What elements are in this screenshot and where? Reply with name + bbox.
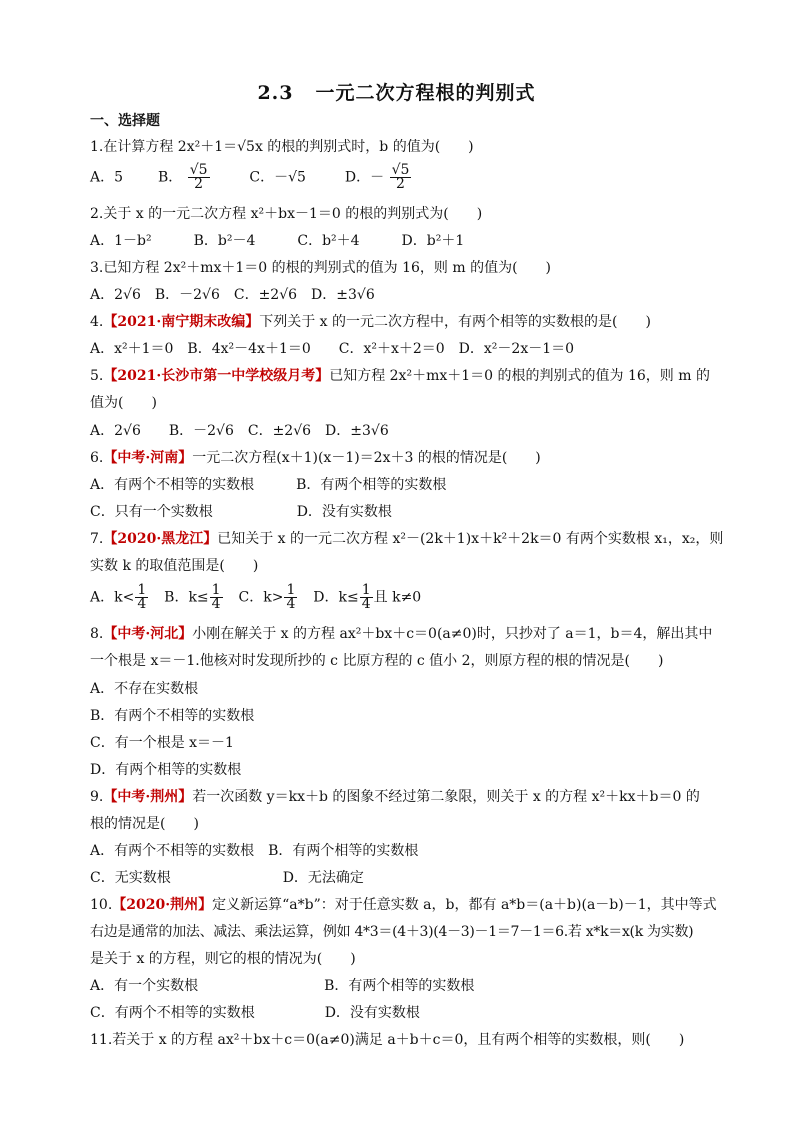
fraction-numerator: √5: [189, 162, 208, 178]
q5-stem-continued: 值为( ): [90, 395, 157, 411]
q5-number: 5.: [90, 368, 104, 384]
q1-stem: 1.在计算方程 2x²＋1＝√5x 的根的判别式时，b 的值为( ): [90, 139, 474, 155]
q8-stem: [90, 624, 712, 644]
q2-options: A．1－b² B．b²－4 C．b²＋4 D．b²＋1: [90, 233, 465, 249]
q7-text: 已知关于 x 的一元二次方程 x²－(2k＋1)x＋k²＋2k＝0 有两个实数根 x₁，x₂，则: [217, 531, 724, 547]
fraction-denominator: 4: [137, 596, 147, 612]
q7-options: [90, 584, 421, 611]
q9-options-cd: C．无实数根 D．无法确定: [90, 870, 364, 886]
q1-option-d-fraction: [390, 164, 412, 191]
fraction-numerator: 1: [211, 582, 221, 598]
q8-source-tag: 【中考·河北】: [103, 626, 193, 642]
page-title: [0, 78, 793, 105]
fraction-denominator: 2: [396, 176, 405, 192]
q4-number: 4.: [90, 314, 104, 330]
q3-options: A．2√6 B．－2√6 C．±2√6 D．±3√6: [90, 287, 375, 303]
q1-option-b-fraction: [188, 164, 210, 191]
fraction-numerator: 1: [286, 582, 296, 598]
fraction-numerator: 1: [137, 582, 147, 598]
q8-option-b: B．有两个不相等的实数根: [90, 708, 255, 724]
q7-option-b-fraction: [210, 584, 223, 611]
q8-option-c: C．有一个根是 x＝－1: [90, 735, 234, 751]
q6-number: 6.: [90, 450, 104, 466]
q1-option-d-label: D．－: [344, 169, 385, 186]
q1-option-a: A．5: [90, 169, 124, 186]
q7-number: 7.: [90, 531, 104, 547]
q7-option-d-label: D．k≤: [313, 589, 359, 606]
q7-option-c-fraction: [284, 584, 297, 611]
fraction-denominator: 4: [211, 596, 221, 612]
fraction-numerator: 1: [361, 582, 371, 598]
section-heading: 一、选择题: [90, 113, 160, 129]
fraction-denominator: 4: [361, 596, 371, 612]
q9-stem-continued: 根的情况是( ): [90, 816, 199, 832]
q10-stem: [90, 895, 717, 915]
q4-source-tag: 【2021·南宁期末改编】: [103, 314, 260, 330]
title-text: 一元二次方程根的判别式: [315, 82, 536, 104]
q7-stem-continued: 实数 k 的取值范围是( ): [90, 558, 259, 574]
q1-option-c: C．－√5: [249, 169, 306, 186]
q3-stem: 3.已知方程 2x²＋mx＋1＝0 的根的判别式的值为 16，则 m 的值为( ): [90, 260, 552, 276]
q11-stem: 11.若关于 x 的方程 ax²＋bx＋c＝0(a≠0)满足 a＋b＋c＝0，且有两个相等的实数根，则( ): [90, 1032, 685, 1048]
q7-option-a-label: A．k<: [90, 589, 135, 606]
q5-text: 已知方程 2x²＋mx＋1＝0 的根的判别式的值为 16，则 m 的: [329, 368, 710, 384]
q2-stem: 2.关于 x 的一元二次方程 x²＋bx－1＝0 的根的判别式为( ): [90, 206, 483, 222]
q7-option-c-label: C．k>: [238, 589, 284, 606]
q9-number: 9.: [90, 789, 104, 805]
q5-stem: [90, 366, 710, 386]
q8-option-a: A．不存在实数根: [90, 681, 199, 697]
q4-options: A．x²＋1＝0 B．4x²－4x＋1＝0 C．x²＋x＋2＝0 D．x²－2x－1＝0: [90, 341, 575, 357]
q4-stem: [90, 312, 651, 332]
q8-option-d: D．有两个相等的实数根: [90, 762, 242, 778]
q6-options-cd: C．只有一个实数根 D．没有实数根: [90, 504, 392, 520]
q9-options-ab: A．有两个不相等的实数根 B．有两个相等的实数根: [90, 843, 419, 859]
q9-text: 若一次函数 y＝kx＋b 的图象不经过第二象限，则关于 x 的方程 x²＋kx＋b＝0 的: [192, 789, 700, 805]
q10-stem-continued-2: 是关于 x 的方程，则它的根的情况为( ): [90, 951, 356, 967]
q1-option-b-label: B．: [157, 169, 183, 186]
q10-number: 10.: [90, 897, 113, 913]
q6-options-ab: A．有两个不相等的实数根 B．有两个相等的实数根: [90, 477, 447, 493]
q6-text: 一元二次方程(x＋1)(x－1)＝2x＋3 的根的情况是( ): [192, 450, 541, 466]
q8-text: 小刚在解关于 x 的方程 ax²＋bx＋c＝0(a≠0)时，只抄对了 a＝1，b＝4，解出其中: [192, 626, 713, 642]
fraction-denominator: 2: [194, 176, 204, 192]
q10-options-cd: C．有两个不相等的实数根 D．没有实数根: [90, 1005, 420, 1021]
q7-option-d-fraction: [360, 584, 373, 611]
q7-source-tag: 【2020·黑龙江】: [103, 531, 218, 547]
q9-stem: [90, 787, 700, 807]
q7-option-d-suffix: 且 k≠0: [373, 589, 422, 606]
q6-stem: [90, 448, 541, 468]
fraction-numerator: √5: [391, 162, 410, 178]
q9-source-tag: 【中考·荆州】: [103, 789, 193, 805]
q10-options-ab: A．有一个实数根 B．有两个相等的实数根: [90, 978, 475, 994]
q7-stem: [90, 529, 723, 549]
q1-options: [90, 164, 412, 191]
q5-source-tag: 【2021·长沙市第一中学校级月考】: [103, 368, 330, 384]
q5-options: A．2√6 B．－2√6 C．±2√6 D．±3√6: [90, 423, 389, 439]
q4-text: 下列关于 x 的一元二次方程中，有两个相等的实数根的是( ): [259, 314, 651, 330]
q10-text: 定义新运算“a*b”：对于任意实数 a，b，都有 a*b＝(a＋b)(a－b)－1，其中等式: [212, 897, 717, 913]
q8-number: 8.: [90, 626, 104, 642]
fraction-denominator: 4: [286, 596, 296, 612]
q10-stem-continued: 右边是通常的加法、减法、乘法运算，例如 4*3＝(4＋3)(4－3)－1＝7－1＝6.若 x*k＝x(k 为实数): [90, 924, 694, 940]
q7-option-b-label: B．k≤: [164, 589, 209, 606]
q8-stem-continued: 一个根是 x＝－1.他核对时发现所抄的 c 比原方程的 c 值小 2，则原方程的根的情况是( ): [90, 653, 664, 669]
q10-source-tag: 【2020·荆州】: [112, 897, 213, 913]
q6-source-tag: 【中考·河南】: [103, 450, 193, 466]
q7-option-a-fraction: [135, 584, 148, 611]
title-number: 2.3: [257, 82, 294, 104]
